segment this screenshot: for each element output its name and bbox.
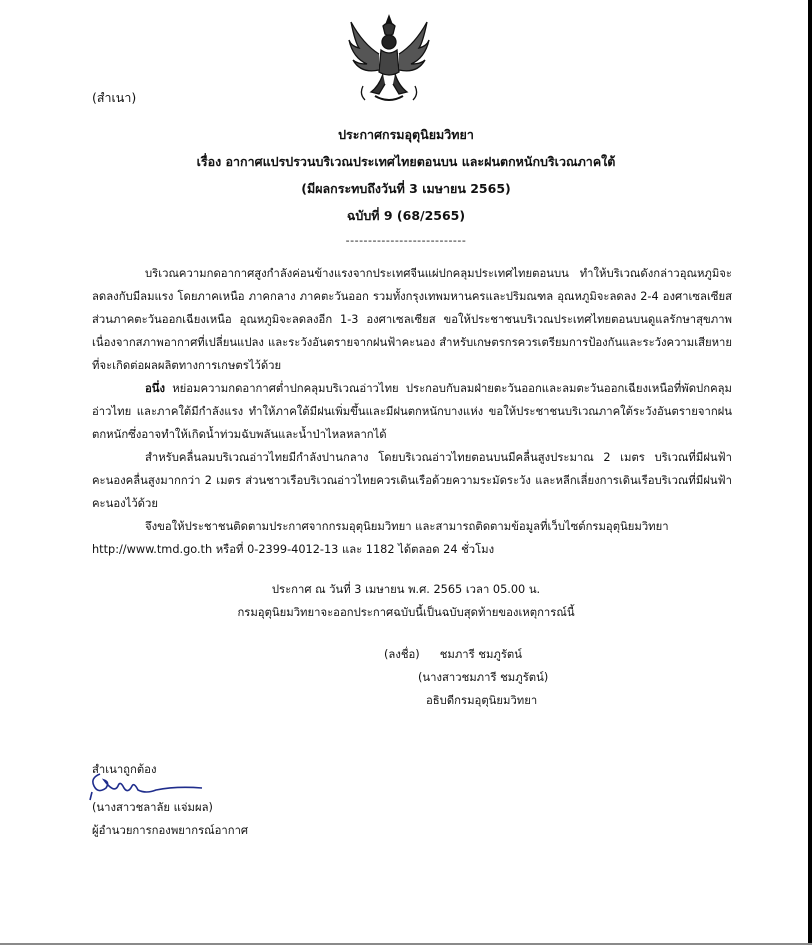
contact-line: http://www.tmd.go.th หรือที่ 0-2399-4012-13 และ 1182 ได้ตลอด 24 ชั่วโมง <box>92 543 495 556</box>
emphasis-word: อนึ่ง <box>145 382 166 395</box>
subject-title: เรื่อง อากาศแปรปรวนบริเวณประเทศไทยตอนบน และฝนตกหนักบริเวณภาคใต้ <box>196 154 616 169</box>
page-edge-rule <box>808 0 812 945</box>
effective-date: (มีผลกระทบถึงวันที่ 3 เมษายน 2565) <box>301 181 511 196</box>
paragraph-sea-waves: สำหรับคลื่นลมบริเวณอ่าวไทยมีกำลังปานกลาง โดยบริเวณอ่าวไทยตอนบนมีคลื่นสูงประมาณ 2 เมตร บริเวณที่มีฝนฟ้าคะนองคลื่นสูงมากกว่า 2 เมตร ส่วนชาวเรือบริเวณอ่าวไทยควรเดินเรือด้วยความระมัดระวัง และหลีกเลี่ยงการเดินเรือบริเวณที่มีฝนฟ้าคะนองไว้ด้วย <box>92 451 732 510</box>
certifier-position: ผู้อำนวยการกองพยากรณ์อากาศ <box>92 824 249 837</box>
signer-position: อธิบดีกรมอุตุนิยมวิทยา <box>426 694 538 707</box>
title-block <box>0 124 812 232</box>
signer-block <box>384 643 548 712</box>
announce-date: ประกาศ ณ วันที่ 3 เมษายน พ.ศ. 2565 เวลา 05.00 น. <box>271 583 541 596</box>
sign-label: (ลงชื่อ) <box>384 648 420 661</box>
title-divider: --------------------------- <box>345 234 467 247</box>
final-issue-note: กรมอุตุนิยมวิทยาจะออกประกาศฉบับนี้เป็นฉบับสุดท้ายของเหตุการณ์นี้ <box>237 606 575 619</box>
paragraph-south-rain-text: หย่อมความกดอากาศต่ำปกคลุมบริเวณอ่าวไทย ประกอบกับลมฝ่ายตะวันออกและลมตะวันออกเฉียงเหนือที่พัดปกคลุมอ่าวไทย และภาคใต้มีกำลังแรง ทำให้ภาคใต้มีฝนเพิ่มขึ้นและมีฝนตกหนักบางแห่ง ขอให้ประชาชนบริเวณภาคใต้ระวังอันตรายจากฝนตกหนักซึ่งอาจทำให้เกิดน้ำท่วมฉับพลันและน้ำป่าไหลหลากได้ <box>92 382 732 441</box>
paragraph-cold-air: บริเวณความกดอากาศสูงกำลังค่อนข้างแรงจากประเทศจีนแผ่ปกคลุมประเทศไทยตอนบน ทำให้บริเวณดังกล่าวอุณหภูมิจะลดลงกับมีลมแรง โดยภาคเหนือ ภาคกลาง ภาคตะวันออก รวมทั้งกรุงเทพมหานครและปริมณฑล อุณหภูมิจะลดลง 2-4 องศาเซลเซียส ส่วนภาคตะวันออกเฉียงเหนือ อุณหภูมิจะลดลงอีก 1-3 องศาเซลเซียส ขอให้ประชาชนบริเวณประเทศไทยตอนบนดูแลรักษาสุขภาพเนื่องจากสภาพอากาศที่เปลี่ยนแปลง และระวังอันตรายจากฝนฟ้าคะนอง สำหรับเกษตรกรควรเตรียมการป้องกันและระวังความเสียหายที่จะเกิดต่อผลผลิตทางการเกษตรไว้ด้วย <box>92 267 732 372</box>
paragraph-south-rain <box>92 377 732 446</box>
signer-full-name: (นางสาวชมภารี ชมภูรัตน์) <box>418 671 549 684</box>
copy-label: (สำเนา) <box>92 90 137 105</box>
signed-name: ชมภารี ชมภูรัตน์ <box>439 648 522 661</box>
announce-date-block <box>0 578 812 624</box>
handwritten-signature-icon <box>86 768 206 802</box>
paragraph-follow-up: จึงขอให้ประชาชนติดตามประกาศจากกรมอุตุนิยมวิทยา และสามารถติดตามข้อมูลที่เว็บไซต์กรมอุตุนิยมวิทยา <box>145 520 669 533</box>
issuer-title: ประกาศกรมอุตุนิยมวิทยา <box>338 127 474 142</box>
garuda-emblem-icon <box>345 14 433 104</box>
certify-label: สำเนาถูกต้อง <box>92 763 157 776</box>
announcement-body <box>92 262 732 561</box>
certifier-name: (นางสาวชลาลัย แจ่มผล) <box>92 801 213 814</box>
issue-number: ฉบับที่ 9 (68/2565) <box>346 208 466 223</box>
